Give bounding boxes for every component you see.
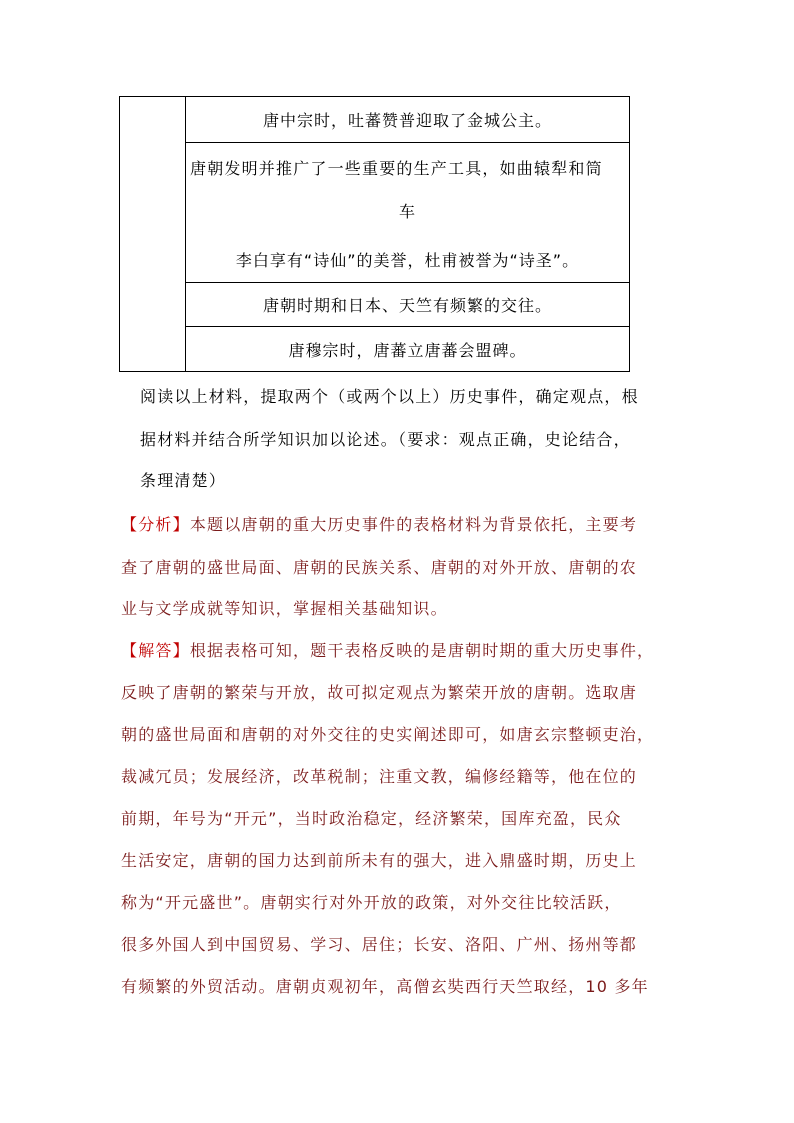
answer-line: 根据表格可知，题干表格反映的是唐朝时期的重大历史事件， <box>189 641 655 660</box>
table-cell: 唐朝发明并推广了一些重要的生产工具，如曲辕犁和筒 <box>190 159 603 178</box>
table-left-column <box>120 97 186 371</box>
answer-line: 裁减冗员；发展经济，改革税制；注重文教，编修经籍等，他在位的 <box>121 767 638 786</box>
analysis-tag: 【分析】 <box>121 515 190 534</box>
answer-line: 前期，年号为“开元”，当时政治稳定，经济繁荣，国库充盈，民众 <box>121 809 622 828</box>
table-cell: 唐中宗时，吐蕃赞普迎取了金城公主。 <box>262 111 552 130</box>
analysis-line: 本题以唐朝的重大历史事件的表格材料为背景依托，主要考 <box>189 515 638 534</box>
table-row <box>186 237 629 283</box>
table-cell: 唐穆宗时，唐蕃立唐蕃会盟碑。 <box>288 340 527 360</box>
table-cell-continued: 车 <box>399 202 417 221</box>
table-row <box>186 97 629 143</box>
table-cell: 李白享有“诗仙”的美誉，杜甫被誉为“诗圣”。 <box>235 251 580 270</box>
answer-tag: 【解答】 <box>121 641 190 660</box>
question-line: 条理清楚） <box>140 471 227 490</box>
table-cell: 唐朝时期和日本、天竺有频繁的交往。 <box>262 296 552 315</box>
answer-line: 反映了唐朝的繁荣与开放，故可拟定观点为繁荣开放的唐朝。选取唐 <box>121 683 638 702</box>
table-row <box>186 327 629 371</box>
analysis-first-line <box>121 512 637 535</box>
analysis-line: 业与文学成就等知识，掌握相关基础知识。 <box>121 599 448 618</box>
question-line: 据材料并结合所学知识加以论述。（要求：观点正确，史论结合， <box>140 430 631 449</box>
answer-line: 很多外国人到中国贸易、学习、居住；长安、洛阳、广州、扬州等都 <box>121 935 638 954</box>
answer-line: 朝的盛世局面和唐朝的对外交往的史实阐述即可，如唐玄宗整顿吏治， <box>121 725 655 744</box>
answer-line: 有频繁的外贸活动。唐朝贞观初年，高僧玄奘西行天竺取经，10 多年 <box>121 977 649 996</box>
analysis-line: 查了唐朝的盛世局面、唐朝的民族关系、唐朝的对外开放、唐朝的农 <box>121 558 638 577</box>
answer-first-line <box>121 638 654 661</box>
events-table <box>119 96 630 372</box>
answer-line: 生活安定，唐朝的国力达到前所未有的强大，进入鼎盛时期，历史上 <box>121 851 638 870</box>
table-row <box>186 283 629 327</box>
question-line: 阅读以上材料，提取两个（或两个以上）历史事件，确定观点，根 <box>140 387 639 406</box>
answer-line: 称为“开元盛世”。唐朝实行对外开放的政策，对外交往比较活跃， <box>121 893 622 912</box>
